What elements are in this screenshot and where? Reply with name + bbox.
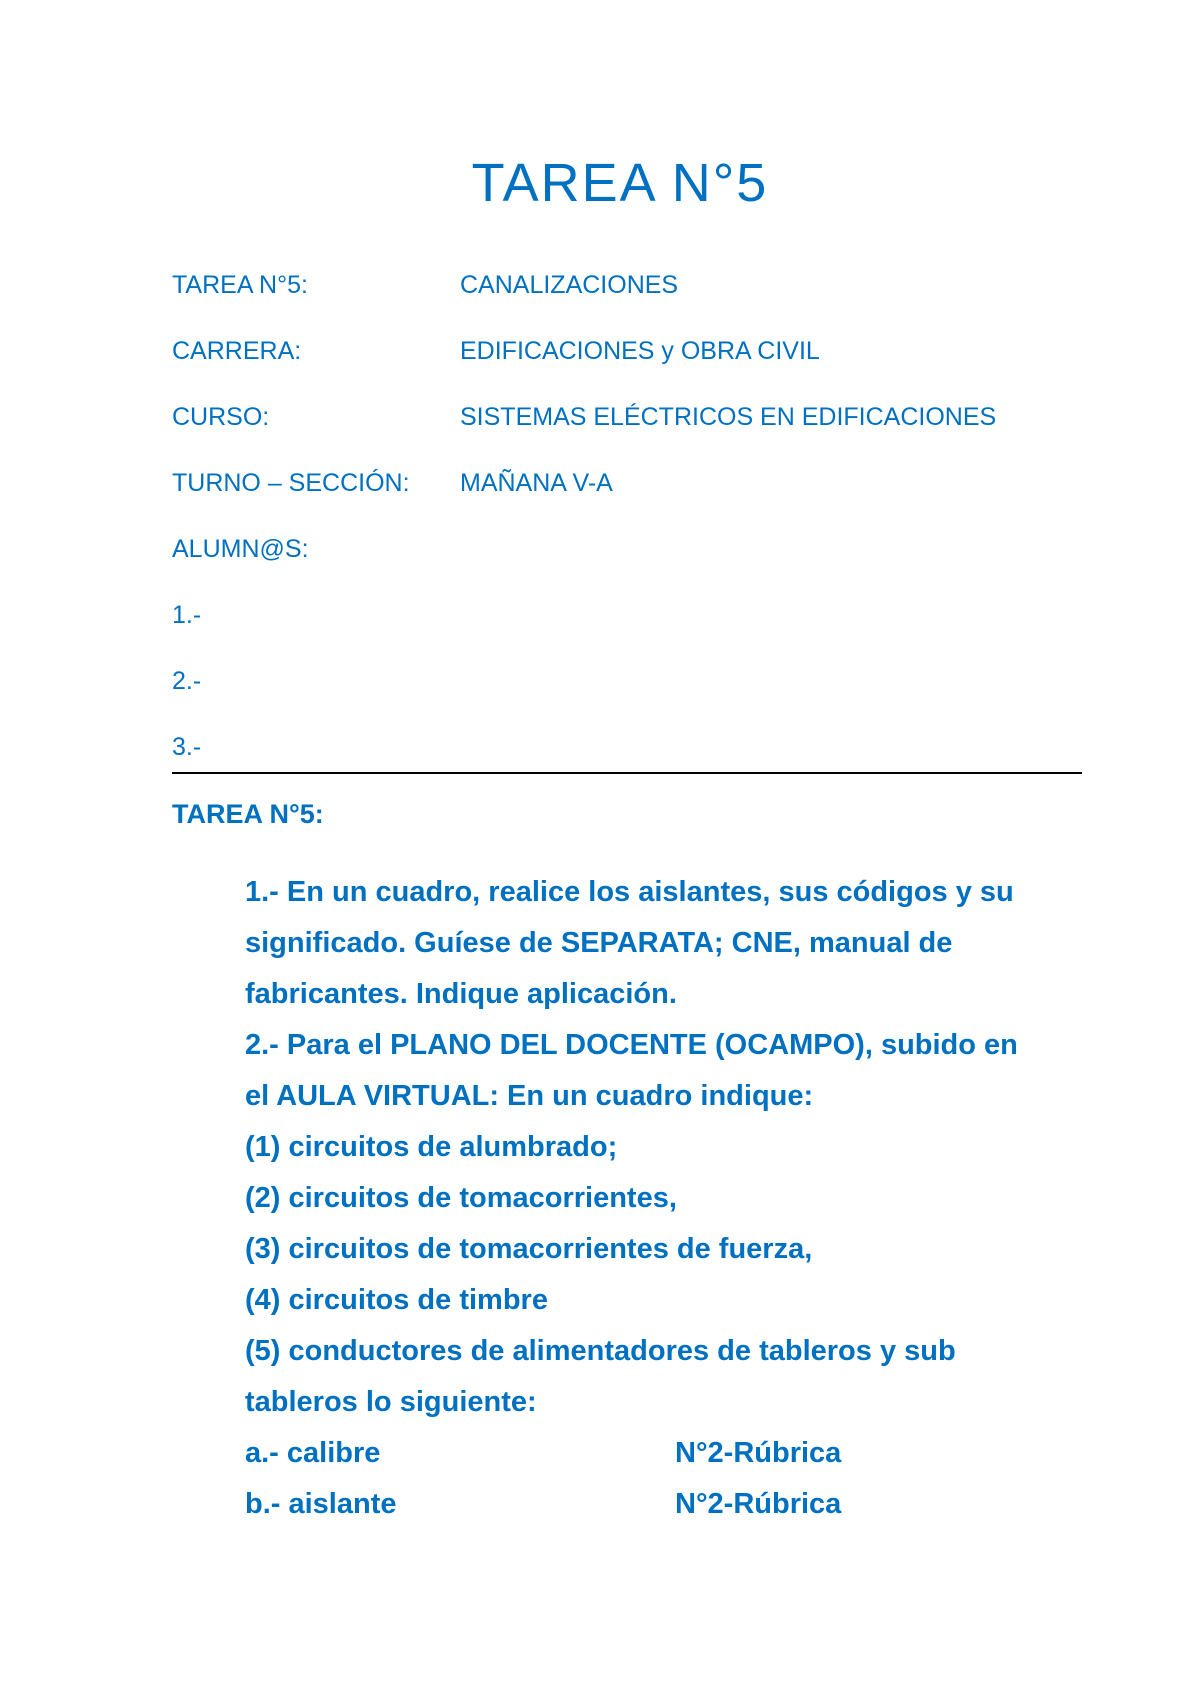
rubric-item: a.- calibre [245, 1437, 381, 1469]
info-label: 1.- [172, 601, 202, 629]
info-value: MAÑANA V-A [460, 469, 613, 497]
instruction-line: el AULA VIRTUAL: En un cuadro indique: [245, 1080, 814, 1112]
info-label: CARRERA: [172, 337, 302, 365]
info-label: TURNO – SECCIÓN: [172, 469, 410, 497]
info-label: CURSO: [172, 403, 270, 431]
instruction-line: (4) circuitos de timbre [245, 1284, 548, 1316]
rubric-item: b.- aislante [245, 1488, 397, 1520]
task-instructions [245, 867, 1090, 1530]
instruction-line: (2) circuitos de tomacorrientes, [245, 1182, 677, 1214]
rubric-row [245, 1479, 1090, 1530]
instruction-line: 2.- Para el PLANO DEL DOCENTE (OCAMPO), subido en [245, 1029, 1018, 1061]
info-label: ALUMN@S: [172, 535, 309, 563]
instruction-line: (5) conductores de alimentadores de tableros y sub [245, 1335, 956, 1367]
instruction-line: (1) circuitos de alumbrado; [245, 1131, 618, 1163]
task-heading: TAREA N°5: [172, 799, 324, 829]
instruction-line: significado. Guíese de SEPARATA; CNE, manual de [245, 927, 953, 959]
instruction-line: 1.- En un cuadro, realice los aislantes, sus códigos y su [245, 876, 1014, 908]
info-value: EDIFICACIONES y OBRA CIVIL [460, 337, 820, 365]
info-label: 3.- [172, 733, 202, 761]
info-label: 2.- [172, 667, 202, 695]
info-value: SISTEMAS ELÉCTRICOS EN EDIFICACIONES [460, 403, 997, 431]
rubric-label: N°2-Rúbrica [675, 1437, 842, 1469]
instruction-line: fabricantes. Indique aplicación. [245, 978, 677, 1010]
instruction-line: tableros lo siguiente: [245, 1386, 537, 1418]
instruction-line: (3) circuitos de tomacorrientes de fuerza, [245, 1233, 813, 1265]
info-label: TAREA N°5: [172, 271, 308, 299]
page-title: TAREA N°5 [471, 153, 769, 213]
info-value: CANALIZACIONES [460, 271, 679, 299]
rubric-row [245, 1428, 1090, 1479]
divider-line [172, 772, 1082, 774]
rubric-label: N°2-Rúbrica [675, 1488, 842, 1520]
